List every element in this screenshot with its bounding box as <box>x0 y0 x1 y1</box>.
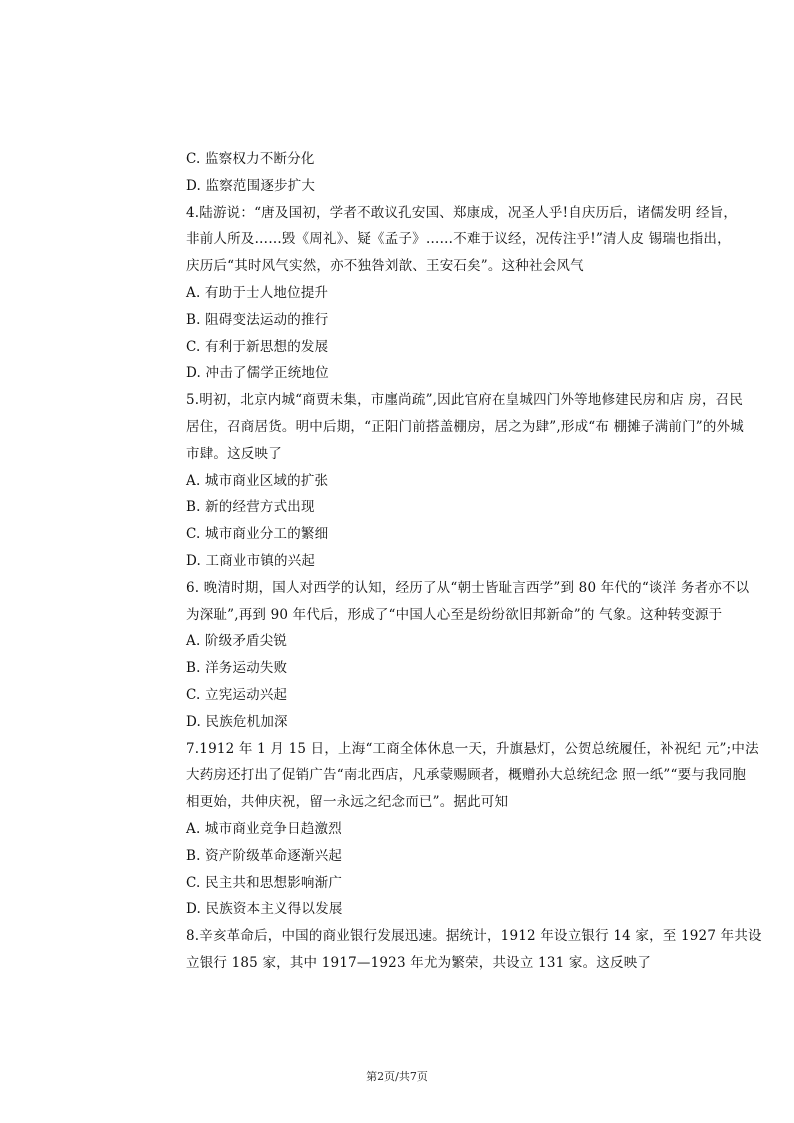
text-line: 居住，召商居货。明中后期，“正阳门前搭盖棚房，居之为肆”,形成“布 棚摊子满前门”的外城 <box>186 418 744 435</box>
text-line: A. 城市商业区域的扩张 <box>186 472 329 489</box>
text-line: D. 工商业市镇的兴起 <box>186 552 316 569</box>
text-line: D. 民族资本主义得以发展 <box>186 901 343 918</box>
text-line: C. 监察权力不断分化 <box>186 151 315 167</box>
text-line: 大药房还打出了促销广告“南北西店，凡承蒙赐顾者，概赠孙大总统纪念 照一纸”“要与我同胞 <box>186 767 747 784</box>
text-line: A. 有助于士人地位提升 <box>186 284 329 301</box>
text-line: 为深耻”,再到 90 年代后，形成了“中国人心至是纷纷欲旧邦新命”的 气象。这种转变源于 <box>186 606 723 623</box>
text-line: 8.辛亥革命后，中国的商业银行发展迅速。据统计，1912 年设立银行 14 家，至 1927 年共设 <box>186 928 762 945</box>
text-line: 7.1912 年 1 月 15 日，上海“工商全体休息一天，升旗悬灯，公贺总统履任，补祝纪 元”;中法 <box>186 740 759 757</box>
text-line: 4.陆游说：“唐及国初，学者不敢议孔安国、郑康成，况圣人乎!自庆历后，诸儒发明 经旨， <box>186 204 738 221</box>
text-line: C. 城市商业分工的繁细 <box>186 526 329 543</box>
text-line: D. 民族危机加深 <box>186 713 288 730</box>
text-line: 6. 晚清时期，国人对西学的认知，经历了从“朝士皆耻言西学”到 80 年代的“谈洋 务者亦不以 <box>186 579 750 596</box>
text-line: C. 有利于新思想的发展 <box>186 338 329 355</box>
page-footer: 第2页/共7页 <box>366 1070 428 1083</box>
text-line: 市肆。这反映了 <box>186 445 282 462</box>
text-line: 非前人所及……毁《周礼》、疑《孟子》……不难于议经，况传注乎!”清人皮 锡瑞也指出， <box>186 231 731 248</box>
text-line: A. 城市商业竞争日趋激烈 <box>186 820 342 837</box>
text-line: 立银行 185 家，其中 1917—1923 年尤为繁荣，共设立 131 家。这反映了 <box>186 954 652 971</box>
text-line: A. 阶级矛盾尖锐 <box>186 633 288 650</box>
text-line: C. 立宪运动兴起 <box>186 686 288 703</box>
text-line: B. 资产阶级革命逐渐兴起 <box>186 847 343 864</box>
text-line: B. 阻碍变法运动的推行 <box>186 311 329 328</box>
text-line: 5.明初，北京内城“商贾未集，市廛尚疏”,因此官府在皇城四门外等地修建民房和店 房，召民 <box>186 392 744 409</box>
text-line: C. 民主共和思想影响渐广 <box>186 874 343 891</box>
text-line: 庆历后“其时风气实然，亦不独咎刘歆、王安石矣”。这种社会风气 <box>186 258 584 275</box>
page-body <box>186 146 776 977</box>
text-line: D. 冲击了儒学正统地位 <box>186 365 329 382</box>
text-line: 相更始，共伸庆祝，留一永远之纪念而已”。据此可知 <box>186 794 509 811</box>
text-line: D. 监察范围逐步扩大 <box>186 177 316 194</box>
text-line: B. 洋务运动失败 <box>186 660 288 677</box>
text-line: B. 新的经营方式出现 <box>186 499 315 516</box>
